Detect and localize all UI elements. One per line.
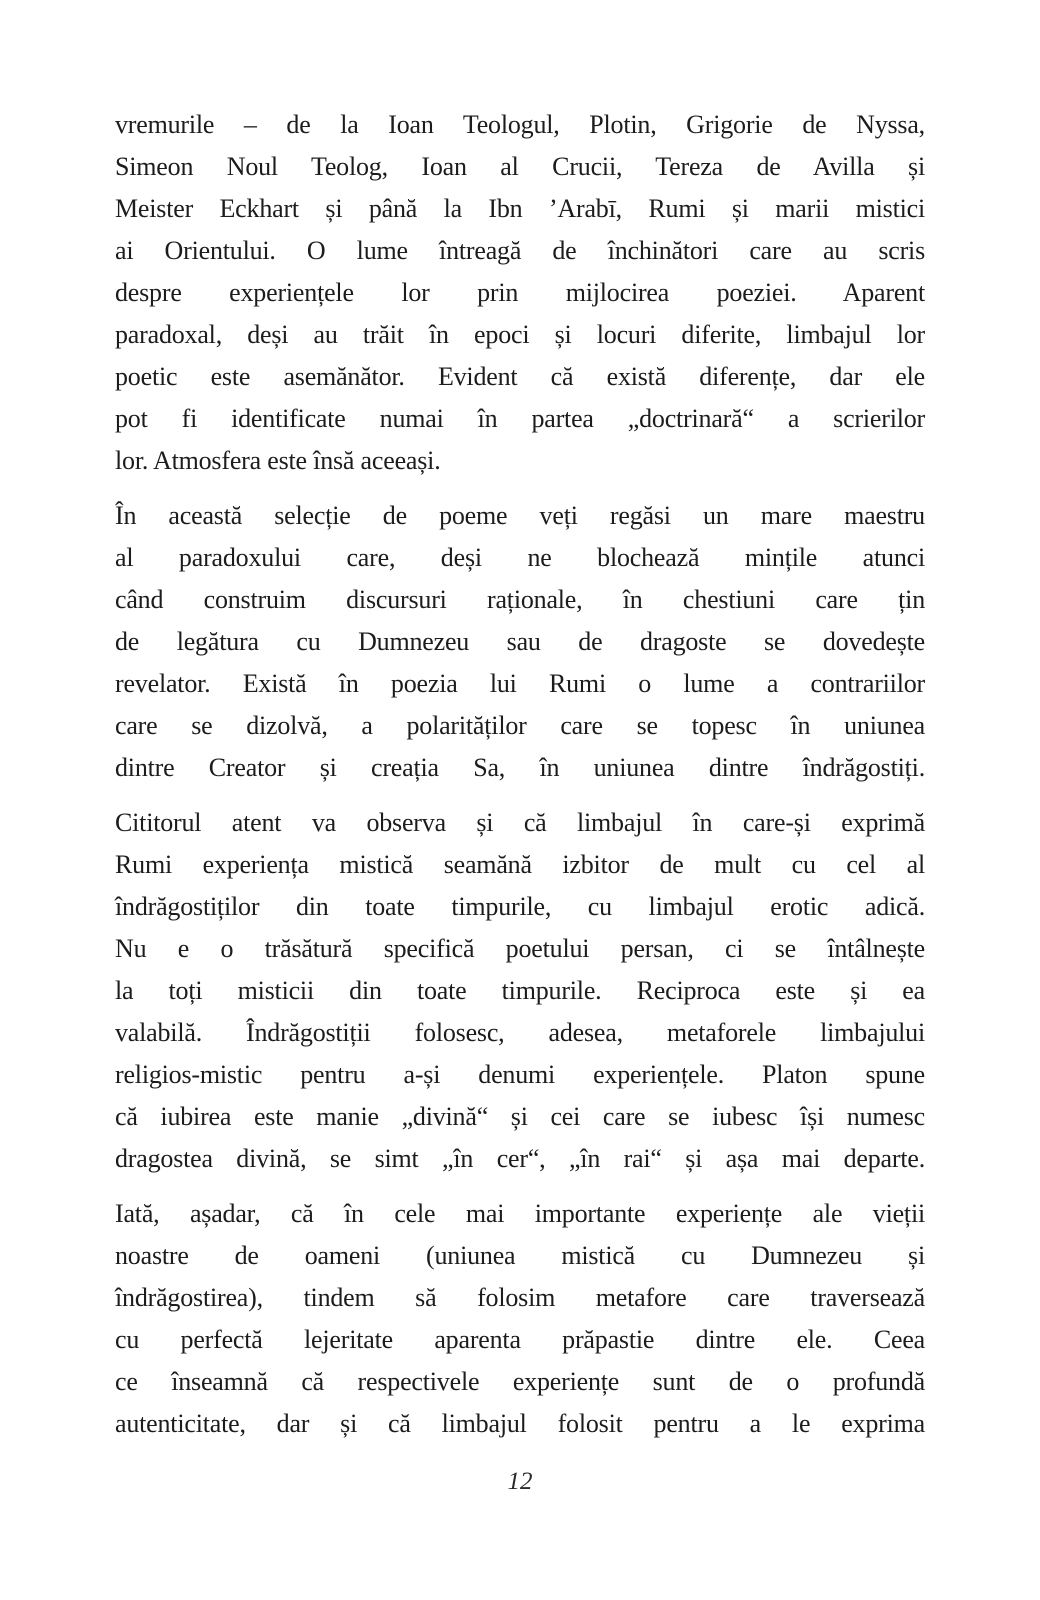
paragraph bbox=[115, 104, 925, 482]
text-line: că iubirea este manie „divină“ și cei care se iubesc își numesc bbox=[115, 1102, 925, 1131]
text-line: al paradoxului care, deși ne blochează mințile atunci bbox=[115, 543, 925, 572]
text-line: de legătura cu Dumnezeu sau de dragoste se dovedește bbox=[115, 627, 925, 656]
text-line: dragostea divină, se simt „în cer“, „în rai“ și așa mai departe. bbox=[115, 1144, 925, 1173]
text-line: vremurile – de la Ioan Teologul, Plotin, Grigorie de Nyssa, bbox=[115, 110, 925, 139]
text-line: ce înseamnă că respectivele experiențe sunt de o profundă bbox=[115, 1367, 925, 1396]
text-line: autenticitate, dar și că limbajul folosit pentru a le exprima bbox=[115, 1409, 925, 1438]
text-line: Iată, așadar, că în cele mai importante experiențe ale vieții bbox=[115, 1199, 925, 1228]
text-line: religios-mistic pentru a-și denumi experiențele. Platon spune bbox=[115, 1060, 925, 1089]
text-line: care se dizolvă, a polarităților care se topesc în uniunea bbox=[115, 711, 925, 740]
text-line: În această selecție de poeme veți regăsi un mare maestru bbox=[115, 501, 925, 530]
text-line: ai Orientului. O lume întreagă de închinători care au scris bbox=[115, 236, 925, 265]
paragraph bbox=[115, 1193, 925, 1445]
text-line: cu perfectă lejeritate aparenta prăpastie dintre ele. Ceea bbox=[115, 1325, 925, 1354]
paragraph bbox=[115, 495, 925, 789]
body-text bbox=[115, 104, 925, 1445]
text-line: Nu e o trăsătură specifică poetului persan, ci se întâlnește bbox=[115, 934, 925, 963]
text-line: pot fi identificate numai în partea „doctrinară“ a scrierilor bbox=[115, 404, 925, 433]
text-line: Rumi experiența mistică seamănă izbitor de mult cu cel al bbox=[115, 850, 925, 879]
text-line: revelator. Există în poezia lui Rumi o lume a contrariilor bbox=[115, 669, 925, 698]
text-line: Simeon Noul Teolog, Ioan al Crucii, Tereza de Avilla și bbox=[115, 152, 925, 181]
text-line: paradoxal, deși au trăit în epoci și locuri diferite, limbajul lor bbox=[115, 320, 925, 349]
text-line: poetic este asemănător. Evident că există diferențe, dar ele bbox=[115, 362, 925, 391]
text-line: la toți misticii din toate timpurile. Reciproca este și ea bbox=[115, 976, 925, 1005]
page-number: 12 bbox=[507, 1468, 533, 1495]
paragraph bbox=[115, 802, 925, 1180]
text-line: când construim discursuri raționale, în chestiuni care țin bbox=[115, 585, 925, 614]
text-line: Meister Eckhart și până la Ibn ’Arabī, Rumi și marii mistici bbox=[115, 194, 925, 223]
text-line: lor. Atmosfera este însă aceeași. bbox=[115, 446, 441, 475]
text-line: dintre Creator și creația Sa, în uniunea dintre îndrăgostiți. bbox=[115, 753, 925, 782]
text-line: Cititorul atent va observa și că limbajul în care-și exprimă bbox=[115, 808, 925, 837]
text-line: îndrăgostirea), tindem să folosim metafore care traversează bbox=[115, 1283, 925, 1312]
text-line: noastre de oameni (uniunea mistică cu Dumnezeu și bbox=[115, 1241, 925, 1270]
text-line: valabilă. Îndrăgostiții folosesc, adesea, metaforele limbajului bbox=[115, 1018, 925, 1047]
text-line: despre experiențele lor prin mijlocirea poeziei. Aparent bbox=[115, 278, 925, 307]
text-line: îndrăgostiților din toate timpurile, cu limbajul erotic adică. bbox=[115, 892, 925, 921]
